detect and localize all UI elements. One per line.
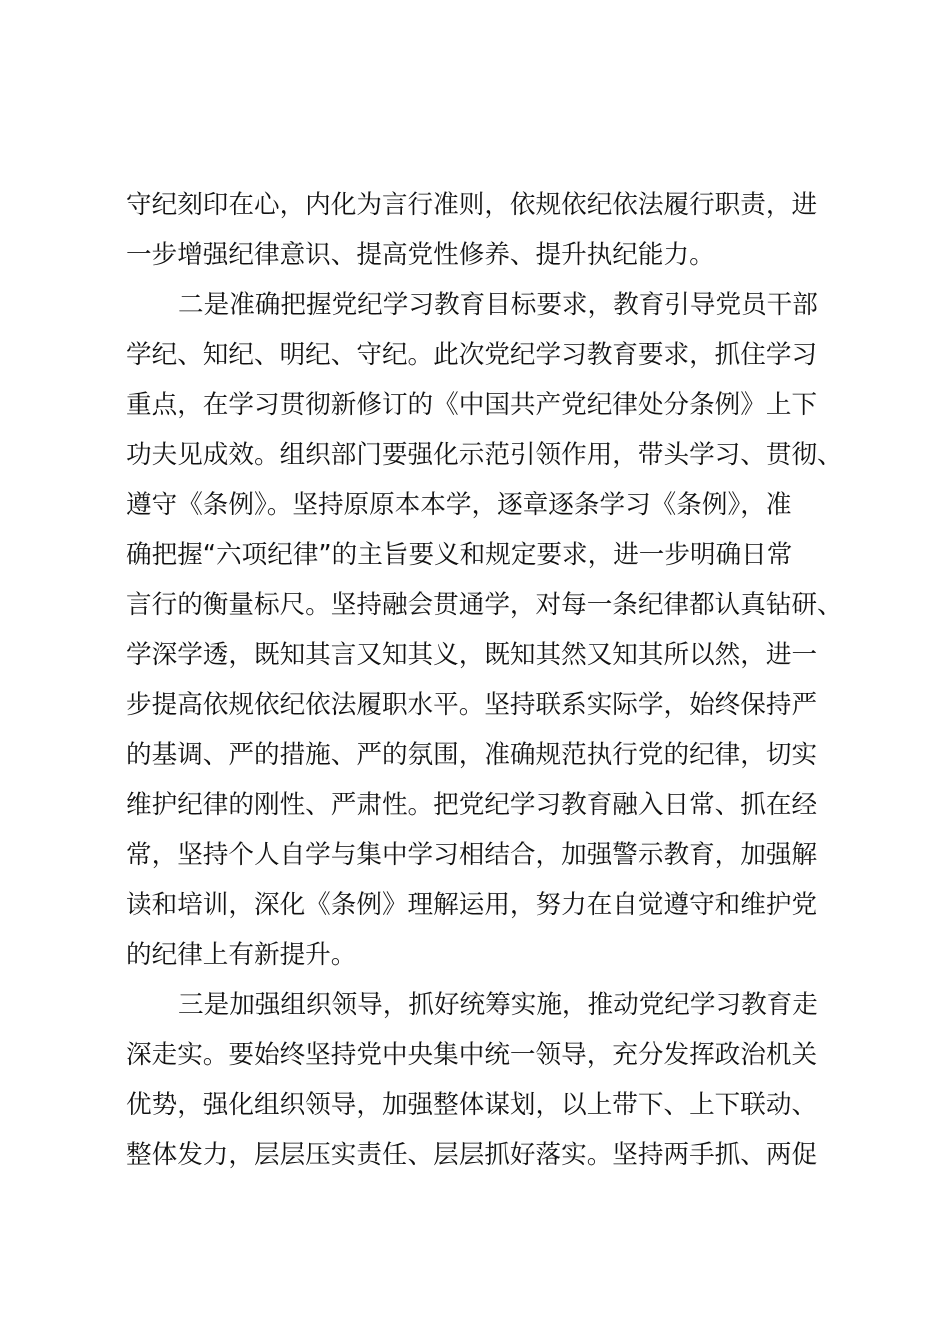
text-line: 守纪刻印在心，内化为言行准则，依规依纪依法履行职责，进 (126, 190, 818, 220)
text-line: 遵守《条例》。坚持原原本本学，逐章逐条学习《条例》，准 (126, 490, 792, 520)
text-line: 学纪、知纪、明纪、守纪。此次党纪学习教育要求，抓住学习 (126, 340, 818, 370)
text-line: 重点，在学习贯彻新修订的《中国共产党纪律处分条例》上下 (126, 390, 818, 420)
text-line: 优势，强化组织领导，加强整体谋划，以上带下、上下联动、 (126, 1090, 818, 1120)
text-line: 维护纪律的刚性、严肃性。把党纪学习教育融入日常、抓在经 (126, 790, 818, 820)
text-line: 深走实。要始终坚持党中央集中统一领导，充分发挥政治机关 (126, 1040, 818, 1070)
text-line: 学深学透，既知其言又知其义，既知其然又知其所以然，进一 (126, 640, 818, 670)
paragraph-1 (126, 180, 834, 280)
text-line: 三是加强组织领导，抓好统筹实施，推动党纪学习教育走 (178, 990, 818, 1020)
text-line: 一步增强纪律意识、提高党性修养、提升执纪能力。 (126, 240, 715, 270)
text-line: 的基调、严的措施、严的氛围，准确规范执行党的纪律，切实 (126, 740, 818, 770)
text-line: 读和培训，深化《条例》理解运用，努力在自觉遵守和维护党 (126, 890, 818, 920)
document-body (126, 180, 843, 1180)
text-line: 二是准确把握党纪学习教育目标要求，教育引导党员干部 (178, 290, 818, 320)
text-line: 步提高依规依纪依法履职水平。坚持联系实际学，始终保持严 (126, 690, 818, 720)
text-line: 的纪律上有新提升。 (126, 940, 357, 970)
text-line: 言行的衡量标尺。坚持融会贯通学，对每一条纪律都认真钻研、 (126, 590, 843, 620)
paragraph-2 (126, 280, 843, 980)
text-line: 整体发力，层层压实责任、层层抓好落实。坚持两手抓、两促 (126, 1140, 818, 1170)
paragraph-3 (126, 980, 834, 1180)
text-line: 确把握“六项纪律”的主旨要义和规定要求，进一步明确日常 (126, 540, 793, 570)
text-line: 功夫见成效。组织部门要强化示范引领作用，带头学习、贯彻、 (126, 440, 843, 470)
text-line: 常，坚持个人自学与集中学习相结合，加强警示教育，加强解 (126, 840, 818, 870)
